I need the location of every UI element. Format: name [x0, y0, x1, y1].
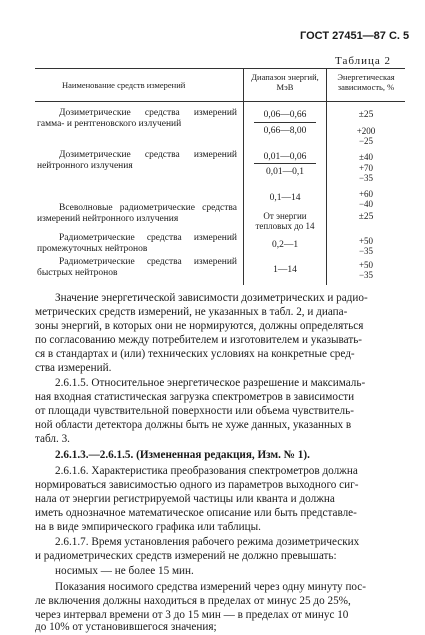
table-row-3-range-1: 0,1—14 — [269, 193, 301, 203]
text-line: ле включения должны находиться в пределах от минус 25 до 25%, — [35, 595, 351, 607]
table-row-4-range-1: 0,2—1 — [271, 240, 299, 250]
table-row-1-dep-3: −25 — [358, 136, 374, 146]
page-header: ГОСТ 27451—87 С. 5 — [300, 30, 410, 42]
table-row-3-dep-1: +60 — [358, 189, 374, 199]
text-line: и радиометрических средств измерений не должно превышать: — [35, 550, 337, 562]
text-line: носимых — не более 15 мин. — [55, 565, 194, 577]
table-row-4-dep-2: −35 — [358, 246, 374, 256]
text-line: от площади чувствительной поверхности или объема чувствитель- — [35, 405, 354, 417]
text-line: на в виде эмпирического графика или таблицы. — [35, 521, 261, 533]
text-line: Показания носимого средства измерений через одну минуту пос- — [55, 581, 366, 593]
table-row-3-dep-3: ±25 — [358, 212, 374, 222]
text-line-amendment: 2.6.1.3.—2.6.1.5. (Измененная редакция, Изм. № 1). — [55, 449, 310, 461]
text-line: табл. 3. — [35, 433, 70, 445]
table-header-range: Диапазон энергий, МэВ — [251, 72, 319, 92]
table-row-2-dep-1: ±40 — [359, 152, 373, 162]
text-line: ства измерений. — [35, 362, 112, 374]
table-row-3-name: Всеволновые радиометрические средства измерений нейтронного излучения — [37, 203, 237, 224]
table-row-1-name: Дозиметрические средства измерений гамма- и рентгеновского излучений — [37, 108, 237, 129]
table-row-2-range-1: 0,01—0,06 — [263, 152, 307, 162]
text-line: Значение энергетической зависимости дозиметрических и радио- — [55, 292, 368, 304]
table-row-1-dep-2: +200 — [356, 126, 376, 136]
text-line: через интервал времени от 3 до 15 мин — в пределах от минус 10 — [35, 609, 349, 621]
table-row-3-range-2: От энергии тепловых до 14 — [255, 211, 315, 231]
text-line: метрических средств измерений, не указанных в табл. 2, и диапа- — [35, 306, 348, 318]
table-header-name: Наименование средств измерений — [62, 80, 186, 90]
table-row-3-dep-2: −40 — [358, 199, 374, 209]
range-subrule-2 — [254, 163, 316, 164]
text-line: 2.6.1.7. Время установления рабочего режима дозиметрических — [55, 536, 360, 548]
table-row-4-name: Радиометрические средства измерений промежуточных нейтронов — [37, 233, 237, 254]
table-col-rule-1 — [243, 68, 244, 285]
table-caption: Таблица 2 — [335, 55, 392, 67]
text-line: нормироваться зависимостью одного из параметров выходного сиг- — [35, 479, 359, 491]
text-line: нала от энергии регистрируемой частицы или кванта и должна — [35, 493, 335, 505]
table-row-4-dep-1: +50 — [358, 236, 374, 246]
table-row-1-range-1: 0,06—0,66 — [263, 110, 307, 120]
text-line: ся в стандартах и (или) технических условиях на конкретные сред- — [35, 348, 355, 360]
table-row-5-dep-2: −35 — [358, 270, 374, 280]
table-row-2-name: Дозиметрические средства измерений нейтронного излучения — [37, 150, 237, 171]
table-row-5-dep-1: +50 — [358, 260, 374, 270]
text-line: по согласованию между потребителем и изготовителем и указывать- — [35, 334, 363, 346]
table-row-1-dep-1: ±25 — [358, 110, 374, 120]
table-row-2-range-2: 0,01—0,1 — [266, 167, 304, 177]
table-row-2-dep-2: +70 — [358, 163, 374, 173]
text-line: ной области детектора должны быть не хуже данных, указанных в — [35, 419, 352, 431]
table-header-rule — [35, 101, 405, 102]
text-line: 2.6.1.5. Относительное энергетическое разрешение и максималь- — [55, 377, 366, 389]
text-line: зоны энергий, в которых они не нормируются, должны определяться — [35, 320, 364, 332]
text-line: ная входная статистическая загрузка спектрометров в зависимости — [35, 391, 355, 403]
text-line: до 10% от установившегося значения; — [35, 621, 217, 633]
table-row-5-range-1: 1—14 — [273, 265, 297, 275]
table-row-1-range-2: 0,66—8,00 — [263, 126, 307, 136]
range-subrule-1 — [254, 122, 316, 123]
table-col-rule-2 — [326, 68, 327, 285]
table-header-dependence: Энергетическая зависимость, % — [337, 72, 395, 92]
text-line: 2.6.1.6. Характеристика преобразования спектрометров должна — [55, 465, 358, 477]
text-line: иметь однозначное математическое описание или быть представле- — [35, 507, 357, 519]
table-row-2-dep-3: −35 — [358, 173, 374, 183]
table-row-5-name: Радиометрические средства измерений быстрых нейтронов — [37, 257, 237, 278]
table-top-rule — [35, 68, 405, 69]
